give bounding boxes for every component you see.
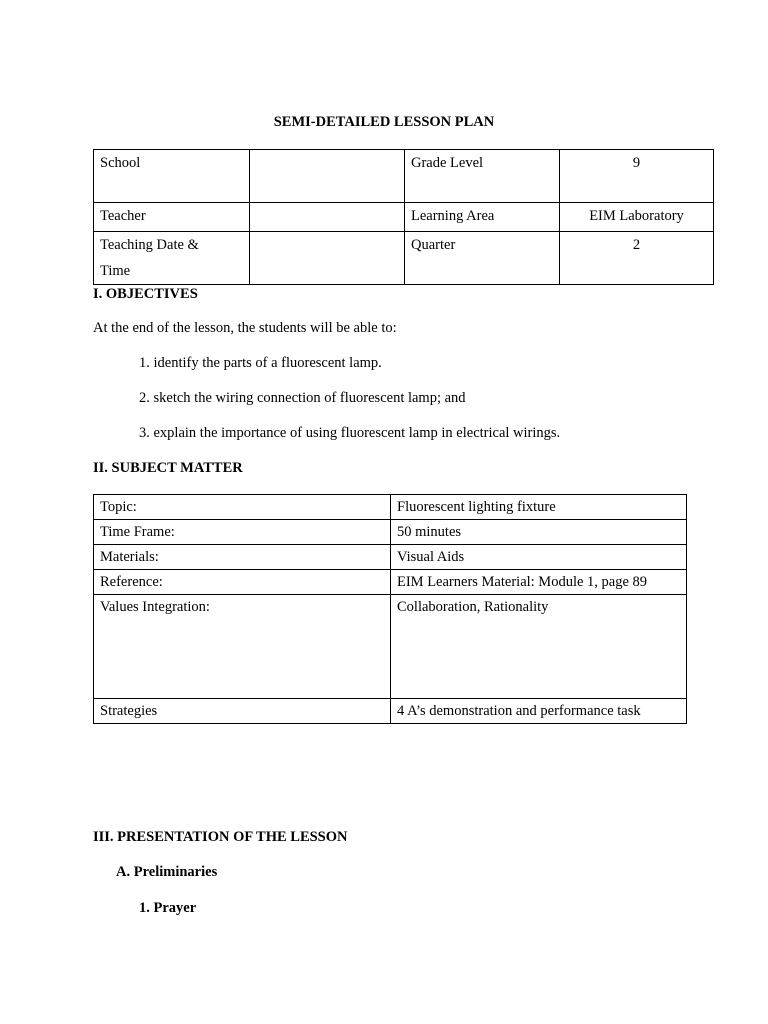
table-row <box>94 570 687 595</box>
row-value: Collaboration, Rationality <box>391 595 687 699</box>
subject-matter-table <box>93 494 687 724</box>
objective-item-2: 2. sketch the wiring connection of fluorescent lamp; and <box>139 390 466 406</box>
teacher-label: Teacher <box>94 203 250 232</box>
quarter-label: Quarter <box>405 232 560 285</box>
date-label <box>94 232 250 285</box>
row-label: Values Integration: <box>94 595 391 699</box>
lesson-info-table <box>93 149 714 285</box>
row-label: Topic: <box>94 495 391 520</box>
teacher-value <box>250 203 405 232</box>
area-value: EIM Laboratory <box>560 203 714 232</box>
school-value <box>250 150 405 203</box>
date-label-line-1: Teaching Date & <box>100 237 199 253</box>
grade-label: Grade Level <box>405 150 560 203</box>
area-label: Learning Area <box>405 203 560 232</box>
preliminaries-heading: A. Preliminaries <box>116 864 218 880</box>
table-row <box>94 545 687 570</box>
row-label: Time Frame: <box>94 520 391 545</box>
row-value: EIM Learners Material: Module 1, page 89 <box>391 570 687 595</box>
table-row <box>94 699 687 724</box>
school-label: School <box>94 150 250 203</box>
prayer-item: 1. Prayer <box>139 900 197 916</box>
date-value <box>250 232 405 285</box>
table-row <box>94 203 714 232</box>
table-row <box>94 150 714 203</box>
table-row <box>94 595 687 699</box>
row-value: 4 A’s demonstration and performance task <box>391 699 687 724</box>
quarter-value: 2 <box>560 232 714 285</box>
subject-matter-heading: II. SUBJECT MATTER <box>93 460 243 476</box>
objective-item-3: 3. explain the importance of using fluorescent lamp in electrical wirings. <box>139 425 561 441</box>
document-title: SEMI-DETAILED LESSON PLAN <box>273 114 495 130</box>
table-row <box>94 520 687 545</box>
row-value: 50 minutes <box>391 520 687 545</box>
date-label-line-2: Time <box>100 263 131 279</box>
row-value: Fluorescent lighting fixture <box>391 495 687 520</box>
objectives-heading: I. OBJECTIVES <box>93 286 198 302</box>
presentation-heading: III. PRESENTATION OF THE LESSON <box>93 829 348 845</box>
row-value: Visual Aids <box>391 545 687 570</box>
objectives-intro: At the end of the lesson, the students will be able to: <box>93 320 397 336</box>
row-label: Materials: <box>94 545 391 570</box>
grade-value: 9 <box>560 150 714 203</box>
row-label: Reference: <box>94 570 391 595</box>
table-row <box>94 232 714 285</box>
table-row <box>94 495 687 520</box>
row-label: Strategies <box>94 699 391 724</box>
objective-item-1: 1. identify the parts of a fluorescent lamp. <box>139 355 382 371</box>
